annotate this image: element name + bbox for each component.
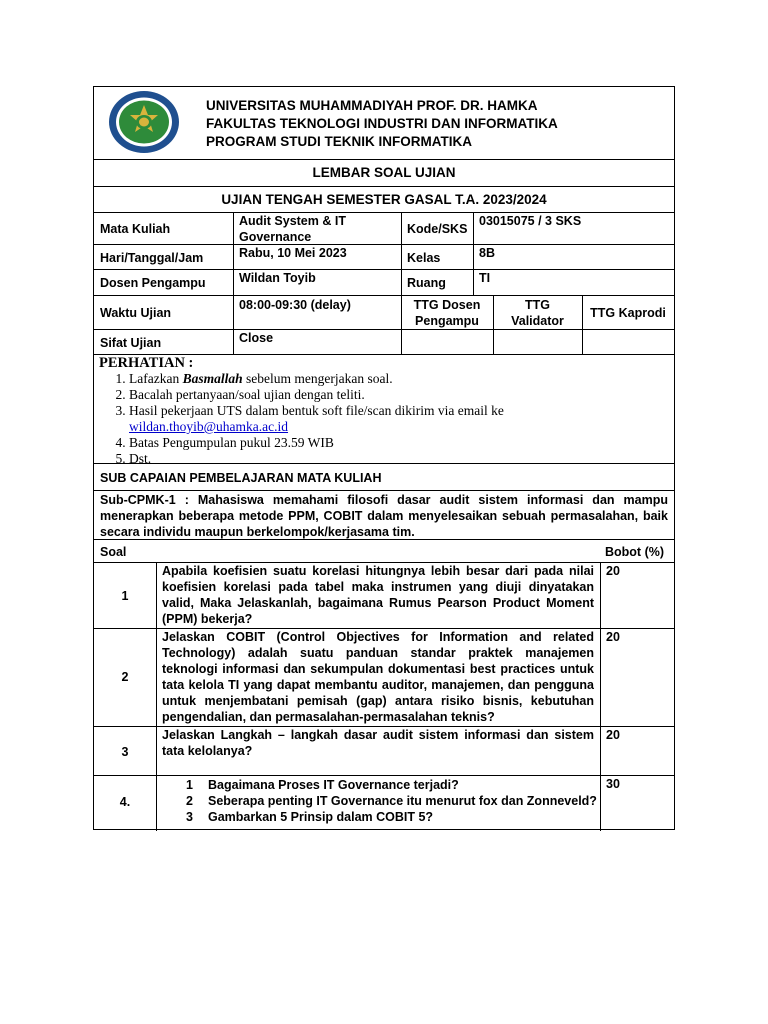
- question-sublist: [186, 776, 600, 831]
- sheet-title: LEMBAR SOAL UJIAN: [312, 165, 456, 180]
- notice-block: [94, 355, 674, 466]
- info-row-course: [94, 212, 674, 244]
- time-value: 08:00-09:30 (delay): [239, 298, 351, 312]
- cpmk-heading-row: [94, 463, 674, 490]
- notice-heading: PERHATIAN :: [99, 355, 194, 371]
- faculty-name: FAKULTAS TEKNOLOGI INDUSTRI DAN INFORMATIKA: [206, 116, 558, 131]
- question-weight: 30: [606, 777, 620, 791]
- info-row-lecturer: [94, 269, 674, 295]
- question-row: [94, 562, 674, 628]
- sheet-title-row: [94, 159, 674, 186]
- exam-title: UJIAN TENGAH SEMESTER GASAL T.A. 2023/2024: [221, 192, 547, 207]
- sub-question: 3 Gambarkan 5 Prinsip dalam COBIT 5?: [186, 810, 434, 824]
- room-label: Ruang: [407, 276, 446, 290]
- questions-header-row: [94, 539, 674, 562]
- lecturer-label: Dosen Pengampu: [100, 276, 206, 290]
- cpmk-text: Sub-CPMK-1 : Mahasiswa memahami filosofi dasar audit sistem informasi dan mampu menerapkan beberapa metode PPM, COBIT dalam menyelesaikan sebuah permasalahan, baik secara individu maupun berkelompok/kerjasama tim.: [100, 493, 668, 539]
- sign-kaprodi-label: TTG Kaprodi: [590, 306, 666, 320]
- question-row: [94, 775, 674, 831]
- date-label: Hari/Tanggal/Jam: [100, 251, 204, 265]
- notice-item: 1. Lafazkan Basmallah sebelum mengerjakan soal.: [129, 371, 669, 387]
- info-row-time: [94, 295, 674, 329]
- notice-list: [99, 371, 669, 467]
- question-number: 2: [121, 670, 129, 684]
- email-link[interactable]: wildan.thoyib@uhamka.ac.id: [129, 419, 289, 434]
- question-number: 1: [121, 589, 129, 603]
- header-row: [94, 87, 674, 159]
- sign-lecturer-label: TTG Dosen Pengampu: [413, 298, 481, 328]
- nature-label: Sifat Ujian: [100, 336, 162, 350]
- soal-header: Soal: [100, 545, 127, 559]
- room-value: TI: [479, 271, 491, 285]
- program-name: PROGRAM STUDI TEKNIK INFORMATIKA: [206, 134, 472, 149]
- question-number: 3: [121, 745, 129, 759]
- university-seal-icon: [106, 89, 182, 155]
- info-row-nature: [94, 329, 674, 354]
- notice-item: 4. Batas Pengumpulan pukul 23.59 WIB: [129, 435, 669, 451]
- basmallah-text: Basmallah: [182, 371, 243, 386]
- sub-question: 2 Seberapa penting IT Governance itu menurut fox dan Zonneveld?: [186, 794, 597, 808]
- question-weight: 20: [606, 630, 620, 644]
- class-label: Kelas: [407, 251, 441, 265]
- notice-item: 5. Dst.: [129, 451, 669, 467]
- time-label: Waktu Ujian: [100, 306, 172, 320]
- question-weight: 20: [606, 564, 620, 578]
- code-value: 03015075 / 3 SKS: [479, 214, 582, 228]
- question-text: Apabila koefisien suatu korelasi hitungnya lebih besar dari pada nilai koefisien korelasi pada tabel maka instrumen yang diuji dinyatakan valid, Maka Jelaskanlah, bagaimana Rumus Pearson Product Moment (PPM) bekerja?: [162, 564, 594, 626]
- question-row: [94, 628, 674, 726]
- nature-value: Close: [239, 331, 274, 345]
- lecturer-value: Wildan Toyib: [239, 271, 316, 285]
- notice-row: [94, 354, 674, 466]
- info-row-date: [94, 244, 674, 269]
- question-row: [94, 726, 674, 775]
- question-weight: 20: [606, 728, 620, 742]
- sign-validator-label: TTG Validator: [511, 298, 564, 328]
- notice-item: 3. Hasil pekerjaan UTS dalam bentuk soft file/scan dikirim via email ke wildan.thoyib@uhamka.ac.id: [129, 403, 669, 435]
- question-text: Jelaskan COBIT (Control Objectives for Information and related Technology) adalah suatu panduan standar praktek manajemen teknologi informasi dan sekumpulan dokumentasi best practices untuk tata kelola TI yang dapat membantu auditor, manajemen, dan pengguna untuk menjembatani pemisah (gap) antara risiko bisnis, kebutuhan pengendalian, dan permasalahan-permasalahan teknis?: [162, 630, 594, 724]
- cpmk-row: [94, 490, 674, 539]
- exam-sheet: [93, 86, 675, 830]
- sub-question: 1 Bagaimana Proses IT Governance terjadi?: [186, 778, 459, 792]
- university-name: UNIVERSITAS MUHAMMADIYAH PROF. DR. HAMKA: [206, 98, 538, 113]
- question-number: 4.: [119, 795, 131, 809]
- bobot-header: Bobot (%): [605, 545, 665, 559]
- date-value: Rabu, 10 Mei 2023: [239, 246, 347, 260]
- institution-heading: [206, 97, 558, 151]
- class-value: 8B: [479, 246, 495, 260]
- exam-title-row: [94, 186, 674, 212]
- cpmk-heading: SUB CAPAIAN PEMBELAJARAN MATA KULIAH: [100, 471, 382, 485]
- course-label: Mata Kuliah: [100, 222, 171, 236]
- question-text: Jelaskan Langkah – langkah dasar audit sistem informasi dan sistem tata kelolanya?: [162, 728, 594, 758]
- code-label: Kode/SKS: [407, 222, 468, 236]
- notice-item: 2. Bacalah pertanyaan/soal ujian dengan teliti.: [129, 387, 669, 403]
- course-value: Audit System & IT Governance: [239, 214, 346, 244]
